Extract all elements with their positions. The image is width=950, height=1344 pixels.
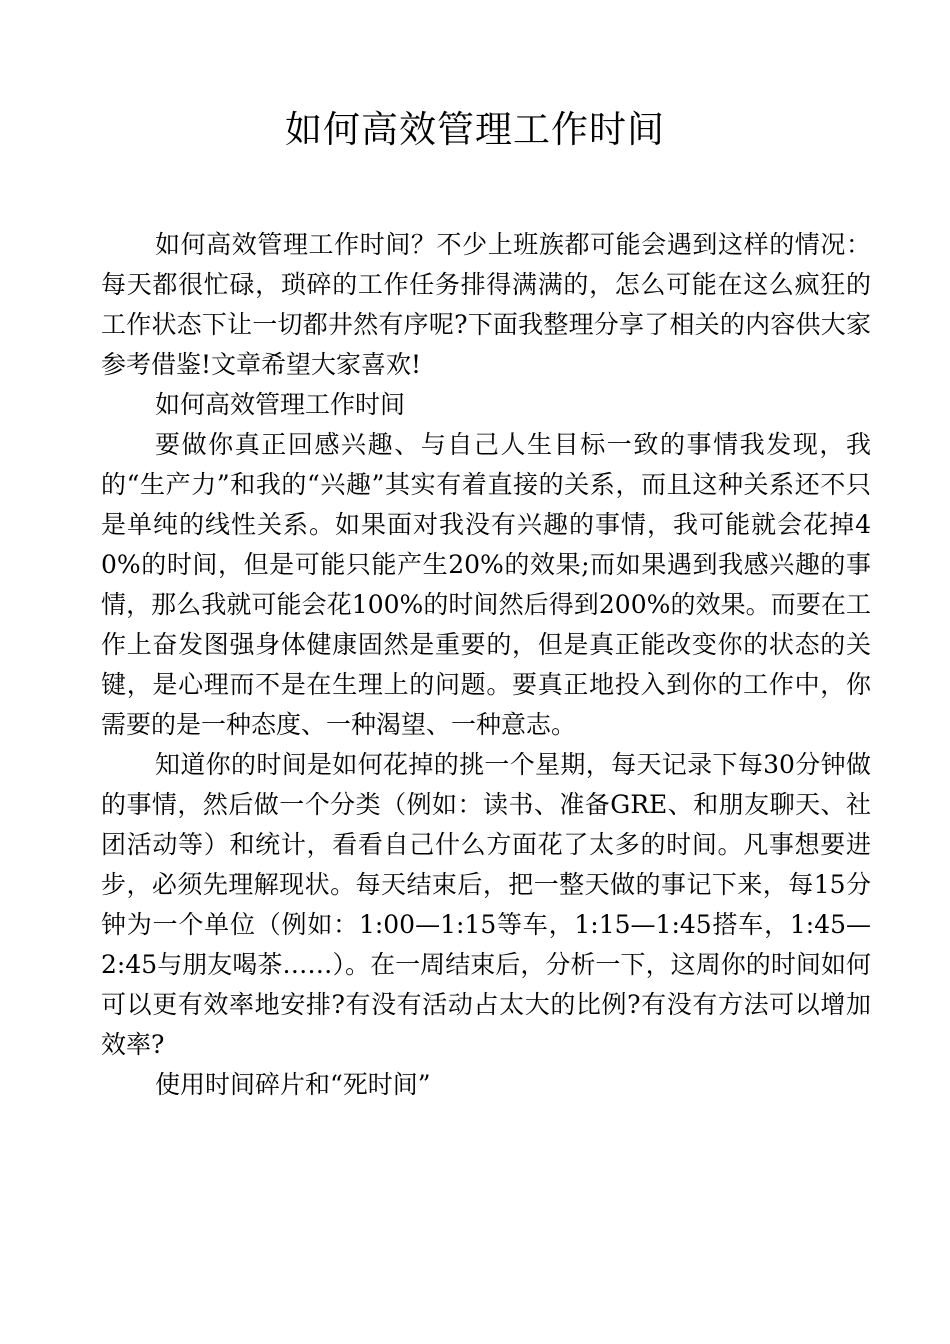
paragraph-intro: 如何高效管理工作时间？不少上班族都可能会遇到这样的情况：每天都很忙碌，琐碎的工作任务排得满满的，怎么可能在这么疯狂的工作状态下让一切都井然有序呢?下面我整理分享了相关的内容供大家参考借鉴!文章希望大家喜欢! xyxy=(101,230,871,379)
paragraph-interest: 要做你真正回感兴趣、与自己人生目标一致的事情我发现，我的“生产力”和我的“兴趣”其实有着直接的关系，而且这种关系还不只是单纯的线性关系。如果面对我没有兴趣的事情，我可能就会花掉40%的时间，但是可能只能产生20%的效果;而如果遇到我感兴趣的事情，那么我就可能会花100%的时间然后得到200%的效果。而要在工作上奋发图强身体健康固然是重要的，但是真正能改变你的状态的关键，是心理而不是在生理上的问题。要真正地投入到你的工作中，你需要的是一种态度、一种渴望、一种意志。 xyxy=(101,430,871,739)
paragraph-time-tracking: 知道你的时间是如何花掉的挑一个星期，每天记录下每30分钟做的事情，然后做一个分类（例如：读书、准备GRE、和朋友聊天、社团活动等）和统计，看看自己什么方面花了太多的时间。凡事想要进步，必须先理解现状。每天结束后，把一整天做的事记下来，每15分钟为一个单位（例如：1:00—1:15等车，1:15—1:45搭车，1:45—2:45与朋友喝茶……）。在一周结束后，分析一下，这周你的时间如何可以更有效率地安排?有没有活动占太大的比例?有没有方法可以增加效率? xyxy=(101,750,871,1059)
section-heading: 如何高效管理工作时间 xyxy=(155,390,406,419)
paragraph-time-fragments: 使用时间碎片和“死时间” xyxy=(155,1070,431,1099)
document-body xyxy=(101,225,871,1105)
document-title: 如何高效管理工作时间 xyxy=(285,108,665,151)
